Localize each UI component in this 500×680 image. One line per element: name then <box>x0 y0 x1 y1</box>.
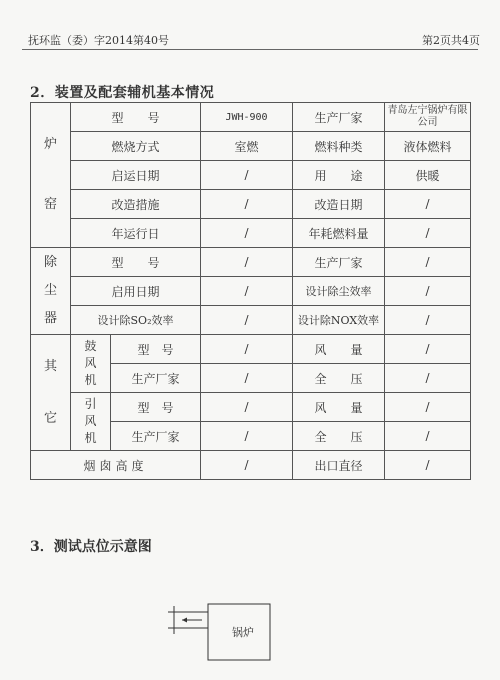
value-cell: / <box>201 190 293 219</box>
table-row <box>31 219 471 248</box>
table-row <box>31 306 471 335</box>
value-cell: / <box>201 161 293 190</box>
table-row <box>31 190 471 219</box>
group-furnace: 炉 窑 <box>31 103 71 248</box>
label-cell: 设计除尘效率 <box>293 277 385 306</box>
table-row <box>31 132 471 161</box>
label-cell: 改造日期 <box>293 190 385 219</box>
value-cell: / <box>201 393 293 422</box>
test-point-diagram <box>160 598 280 668</box>
value-cell: / <box>201 306 293 335</box>
value-cell: / <box>385 451 471 480</box>
table-row <box>31 103 471 132</box>
diagram-drawing <box>160 598 280 668</box>
boiler-label: 锅炉 <box>232 626 254 639</box>
label-cell: 用 途 <box>293 161 385 190</box>
group-other: 其 它 <box>31 335 71 451</box>
label-cell: 燃料种类 <box>293 132 385 161</box>
label-cell: 启运日期 <box>71 161 201 190</box>
value-cell: / <box>385 422 471 451</box>
label-cell: 风 量 <box>293 335 385 364</box>
table-row <box>31 161 471 190</box>
label-cell: 风 量 <box>293 393 385 422</box>
label-cell: 烟囱高度 <box>31 451 201 480</box>
value-cell: JWH-900 <box>201 103 293 132</box>
induced-fan-label: 引风机 <box>71 393 111 451</box>
section-3-title: 3．测试点位示意图 <box>30 539 152 555</box>
header-divider <box>22 49 478 50</box>
value-cell: 供暖 <box>385 161 471 190</box>
label-cell: 生产厂家 <box>111 422 201 451</box>
value-cell: / <box>385 306 471 335</box>
value-cell: / <box>201 277 293 306</box>
label-cell: 启用日期 <box>71 277 201 306</box>
value-cell: / <box>385 219 471 248</box>
group-dust-collector: 除 尘 器 <box>31 248 71 335</box>
value-cell: / <box>385 190 471 219</box>
value-cell: 液体燃料 <box>385 132 471 161</box>
value-cell: 青岛左宁锅炉有限公司 <box>385 103 471 132</box>
value-cell: / <box>201 364 293 393</box>
label-cell: 生产厂家 <box>293 103 385 132</box>
table-row <box>31 393 471 422</box>
table-row <box>31 277 471 306</box>
label-cell: 设计除NOX效率 <box>293 306 385 335</box>
value-cell: / <box>385 248 471 277</box>
blower-label: 鼓风机 <box>71 335 111 393</box>
value-cell: / <box>385 277 471 306</box>
value-cell: / <box>385 393 471 422</box>
page-indicator: 第2页共4页 <box>422 34 480 47</box>
value-cell: / <box>385 335 471 364</box>
table-row <box>31 335 471 364</box>
value-cell: / <box>201 422 293 451</box>
section-2-title: 2．装置及配套辅机基本情况 <box>30 85 215 101</box>
label-cell: 生产厂家 <box>293 248 385 277</box>
label-cell: 年耗燃料量 <box>293 219 385 248</box>
label-cell: 型 号 <box>111 393 201 422</box>
value-cell: / <box>201 248 293 277</box>
table-row <box>31 451 471 480</box>
value-cell: / <box>385 364 471 393</box>
label-cell: 型 号 <box>71 248 201 277</box>
label-cell: 年运行日 <box>71 219 201 248</box>
label-cell: 型 号 <box>71 103 201 132</box>
value-cell: 室燃 <box>201 132 293 161</box>
label-cell: 型 号 <box>111 335 201 364</box>
label-cell: 全 压 <box>293 364 385 393</box>
label-cell: 设计除SO₂效率 <box>71 306 201 335</box>
document-number: 抚环监（委）字2014第40号 <box>28 34 169 47</box>
label-cell: 出口直径 <box>293 451 385 480</box>
label-cell: 改造措施 <box>71 190 201 219</box>
label-cell: 全 压 <box>293 422 385 451</box>
equipment-table <box>30 102 471 480</box>
value-cell: / <box>201 451 293 480</box>
label-cell: 生产厂家 <box>111 364 201 393</box>
value-cell: / <box>201 219 293 248</box>
label-cell: 燃烧方式 <box>71 132 201 161</box>
table-row <box>31 248 471 277</box>
value-cell: / <box>201 335 293 364</box>
